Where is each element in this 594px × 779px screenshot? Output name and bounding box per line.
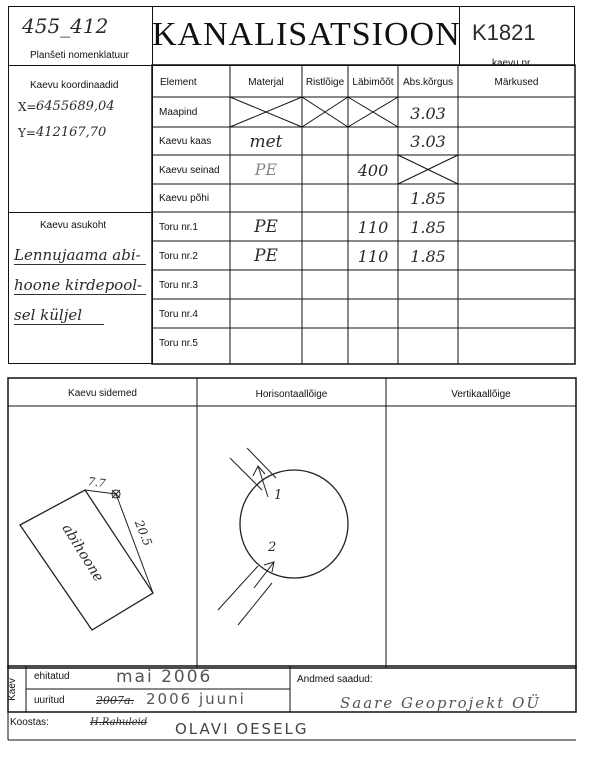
coords-label: Kaevu koordinaadid (30, 80, 119, 91)
source-value: Saare Geoprojekt OÜ (340, 694, 542, 712)
dimension-short-label: 7.7 (87, 474, 107, 491)
col-header-materjal: Materjal (248, 77, 284, 88)
cell-toru1-abs: 1.85 (410, 218, 446, 237)
row-element-kaevu-seinad: Kaevu seinad (159, 165, 220, 176)
horizontal-title: Horisontaallõige (255, 389, 328, 400)
col-header-element: Element (160, 77, 197, 88)
cell-kaas-materjal: met (249, 132, 283, 152)
location-line-1: Lennujaama abi- (14, 246, 146, 265)
row-element-kaevu-kaas: Kaevu kaas (159, 136, 212, 147)
compiled-struck: H.Rahuleid (90, 717, 148, 728)
surveyed-struck: 2007a. (96, 694, 135, 707)
pipe-1-label: 1 (274, 488, 283, 503)
coord-y-value: 412167,70 (36, 125, 107, 140)
row-element-toru-3: Toru nr.3 (159, 280, 198, 291)
cell-toru1-labimoot: 110 (357, 218, 389, 237)
coord-x-value: 6455689,04 (36, 99, 115, 114)
coord-x-prefix: X= (18, 100, 37, 114)
col-header-labimoot: Läbimõõt (352, 77, 394, 88)
dimension-long-label: 20.5 (131, 517, 155, 549)
compiled-label: Koostas: (10, 717, 49, 728)
links-title: Kaevu sidemed (68, 388, 137, 399)
cell-seinad-labimoot: 400 (357, 161, 389, 180)
col-header-markused: Märkused (494, 77, 539, 88)
cell-toru2-abs: 1.85 (410, 247, 446, 266)
source-label: Andmed saadud: (297, 674, 373, 685)
sheet-number: 455_412 (22, 14, 109, 38)
cell-maapind-abs: 3.03 (410, 104, 446, 123)
vertical-title: Vertikaallõige (451, 389, 511, 400)
cell-kaas-abs: 3.03 (410, 132, 446, 151)
built-label: ehitatud (34, 671, 70, 682)
sheet-label: Planšeti nomenklatuur (30, 50, 129, 61)
location-label: Kaevu asukoht (40, 220, 107, 231)
page-title: KANALISATSIOON (152, 16, 461, 53)
cell-toru1-materjal: PE (254, 217, 278, 237)
coord-y-prefix: Y= (18, 126, 36, 140)
location-line-3: sel küljel (14, 306, 104, 325)
pipe-2-label: 2 (268, 540, 277, 555)
row-element-kaevu-pohi: Kaevu põhi (159, 193, 210, 204)
built-value: mai 2006 (116, 667, 213, 687)
building-label: abihoone (58, 521, 107, 585)
col-header-abs: Abs.kõrgus (402, 77, 454, 88)
cell-pohi-abs: 1.85 (410, 189, 446, 208)
row-element-maapind: Maapind (159, 107, 198, 118)
surveyed-value: 2006 juuni (146, 690, 246, 708)
manhole-number: K1821 (472, 20, 536, 45)
cell-seinad-materjal: PE (254, 160, 278, 179)
cell-toru2-materjal: PE (254, 246, 278, 266)
footer-side-label: Kaev (6, 678, 18, 701)
row-element-toru-1: Toru nr.1 (159, 222, 198, 233)
row-element-toru-2: Toru nr.2 (159, 251, 198, 262)
col-header-ristloige: Ristlõige (305, 77, 345, 88)
manhole-label: kaevu nr. (492, 58, 533, 69)
location-line-2: hoone kirdepool- (14, 276, 146, 295)
row-element-toru-5: Toru nr.5 (159, 338, 198, 349)
cell-toru2-labimoot: 110 (357, 247, 389, 266)
compiled-value: OLAVI OESELG (175, 720, 309, 738)
surveyed-label: uuritud (34, 695, 65, 706)
row-element-toru-4: Toru nr.4 (159, 309, 198, 320)
